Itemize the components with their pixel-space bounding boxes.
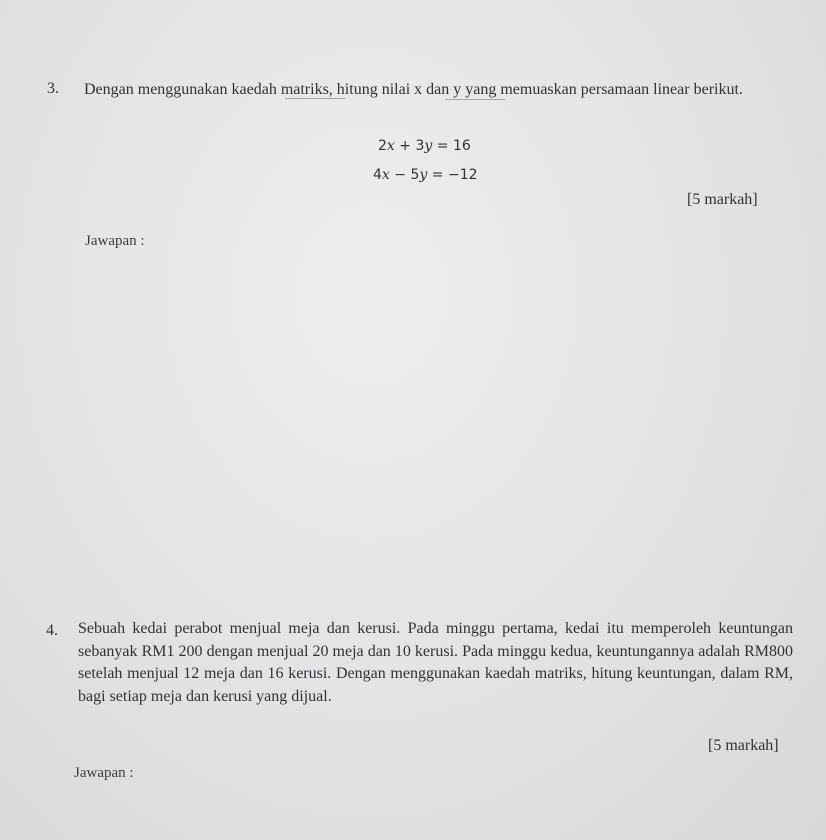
question-3-equation-1: 2x + 3y = 16 <box>378 138 471 154</box>
pen-underline-mark <box>445 99 505 100</box>
question-4-marks: [5 markah] <box>708 737 779 754</box>
question-3-equation-2: 4x − 5y = −12 <box>373 167 478 183</box>
question-3-text: Dengan menggunakan kaedah matriks, hitung nilai x dan y yang memuaskan persamaan linear berikut. <box>84 81 743 98</box>
question-4-text: Sebuah kedai perabot menjual meja dan kerusi. Pada minggu pertama, kedai itu memperoleh keuntungan sebanyak RM1 200 dengan menjual 20 meja dan 10 kerusi. Pada minggu kedua, keuntungannya adalah RM800 setelah menjual 12 meja dan 16 kerusi. Dengan menggunakan kaedah matriks, hitung keuntungan, dalam RM, bagi setiap meja dan kerusi yang dijual. <box>78 620 793 705</box>
question-3-number: 3. <box>47 80 59 97</box>
question-4-answer-label: Jawapan : <box>74 765 134 781</box>
question-4-number: 4. <box>46 622 58 639</box>
question-3-answer-space <box>85 260 785 600</box>
pen-underline-mark <box>285 98 345 99</box>
question-3-marks: [5 markah] <box>687 191 758 208</box>
question-3-answer-label: Jawapan : <box>85 233 145 249</box>
question-4-answer-space <box>74 790 794 835</box>
